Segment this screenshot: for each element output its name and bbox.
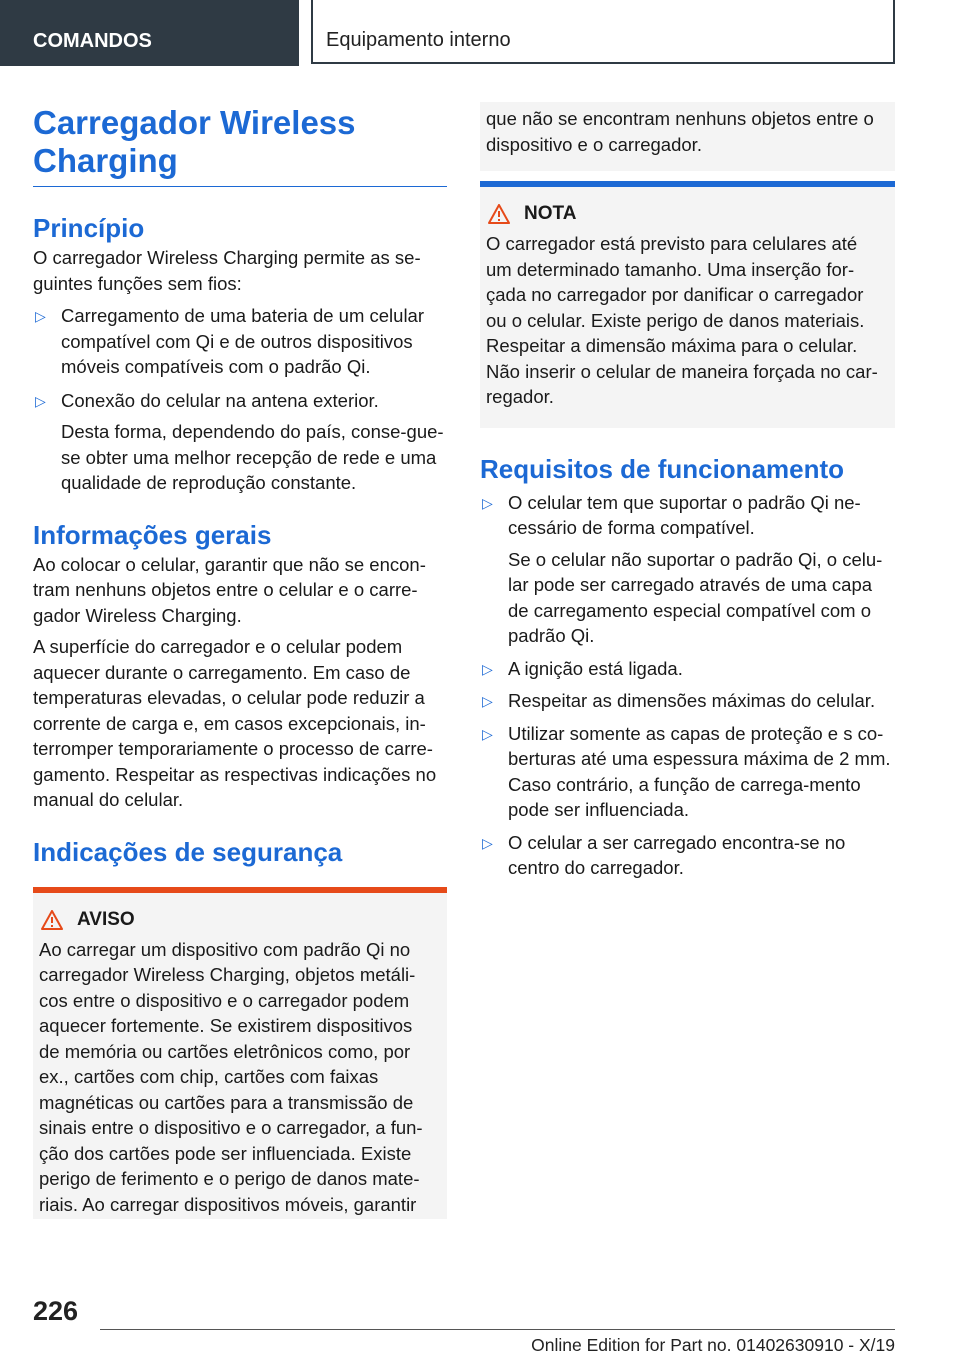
principle-list — [33, 303, 447, 496]
principle-intro: O carregador Wireless Charging permite as se-guintes funções sem fios: — [33, 247, 421, 294]
warning-triangle-icon — [488, 204, 510, 224]
list-item-text: Conexão do celular na antena exterior. — [61, 389, 379, 411]
warning-bar — [33, 887, 447, 893]
list-item-text: O celular tem que suportar o padrão Qi ne-cessário de forma compatível. — [508, 491, 861, 538]
page-number: 226 — [33, 1296, 79, 1326]
warning-continuation-text: que não se encontram nenhuns objetos entre o dispositivo e o carregador. — [486, 108, 874, 155]
warning-box — [33, 887, 447, 1220]
note-text: O carregador está previsto para celulares até um determinado tamanho. Uma inserção for-çada no carregador por danificar o carregador ou o celular. Existe perigo de danos materiais. Respeitar a dimensão máxima para o celular. Não inserir o celular de maneira forçada no car-regador. — [486, 233, 878, 407]
heading-safety: Indicações de segurança — [33, 836, 343, 867]
list-item-text: O celular a ser carregado encontra-se no centro do carregador. — [508, 831, 846, 878]
requirements-list — [480, 490, 895, 881]
list-item-text: Respeitar as dimensões máximas do celular. — [508, 690, 876, 711]
subsection-tab: Equipamento interno — [311, 0, 895, 64]
triangle-bullet-icon: ▷ — [482, 693, 493, 709]
warning-title — [39, 909, 437, 931]
edition-text: Online Edition for Part no. 01402630910 - X/19 — [531, 1335, 895, 1355]
general-paragraph-2: A superfície do carregador e o celular podem aquecer durante o carregamento. Em caso de temperaturas elevadas, o celular pode reduzir a corrente de carga e, em casos excepcionais, in-terromper temporariamente o processo de carre-gamento. Respeitar as respectivas indicações no manual do celular. — [33, 636, 437, 810]
list-item — [480, 721, 895, 823]
list-item-text: Carregamento de uma bateria de um celular compatível com Qi e de outros dispositivos móveis compatíveis com o padrão Qi. — [61, 305, 424, 377]
triangle-bullet-icon: ▷ — [482, 725, 493, 742]
left-column — [33, 100, 447, 1219]
heading-general: Informações gerais — [33, 519, 272, 550]
page-header — [0, 0, 960, 66]
list-item — [480, 830, 895, 881]
note-title — [486, 203, 885, 225]
warning-label: AVISO — [77, 908, 135, 930]
heading-requirements: Requisitos de funcionamento — [480, 453, 845, 484]
section-tab: COMANDOS — [0, 0, 299, 66]
triangle-bullet-icon: ▷ — [482, 494, 493, 511]
page-title — [33, 104, 447, 187]
note-box — [480, 181, 895, 428]
list-item-subtext: Desta forma, dependendo do país, conse-gue-se obter uma melhor recepção de rede e uma qualidade de reprodução constante. — [61, 421, 444, 493]
triangle-bullet-icon: ▷ — [35, 392, 46, 409]
right-column — [480, 102, 895, 881]
warning-triangle-icon — [41, 910, 63, 930]
list-item — [480, 688, 895, 714]
note-bar — [480, 181, 895, 187]
list-item-text: Utilizar somente as capas de proteção e s co-berturas até uma espessura máxima de 2 mm. Caso contrário, a função de carrega-mento pode ser influenciada. — [508, 722, 891, 820]
warning-text: Ao carregar um dispositivo com padrão Qi no carregador Wireless Charging, objetos metáli-cos entre o dispositivo e o carregador podem aquecer fortemente. Se existirem dispositivos de memória ou cartões eletrônicos como, por ex., cartões com chip, cartões com faixas magnéticas ou cartões para a transmissão de sinais entre o dispositivo e o carregador, a fun-ção dos cartões pode ser influenciada. Existe perigo de ferimento e o perigo de danos mate-riais. Ao carregar dispositivos móveis, garantir — [39, 938, 423, 1215]
list-item-text: A ignição está ligada. — [508, 657, 683, 679]
list-item — [33, 303, 447, 380]
triangle-bullet-icon: ▷ — [35, 308, 46, 324]
title-line-2: Charging — [33, 142, 178, 179]
list-item — [480, 490, 895, 649]
title-line-1: Carregador Wireless — [33, 104, 356, 141]
list-item-subtext: Se o celular não suportar o padrão Qi, o celu-lar pode ser carregado através de uma capa de carregamento especial compatível com o padrão Qi. — [508, 548, 883, 646]
warning-continuation — [480, 102, 895, 171]
heading-principle: Princípio — [33, 213, 145, 243]
footer-divider — [100, 1329, 895, 1330]
general-paragraph-1: Ao colocar o celular, garantir que não se encon-tram nenhuns objetos entre o celular e o carre-gador Wireless Charging. — [33, 553, 426, 626]
list-item — [33, 388, 447, 496]
note-label: NOTA — [524, 203, 577, 224]
triangle-bullet-icon: ▷ — [482, 660, 493, 677]
triangle-bullet-icon: ▷ — [482, 834, 493, 851]
list-item — [480, 656, 895, 682]
